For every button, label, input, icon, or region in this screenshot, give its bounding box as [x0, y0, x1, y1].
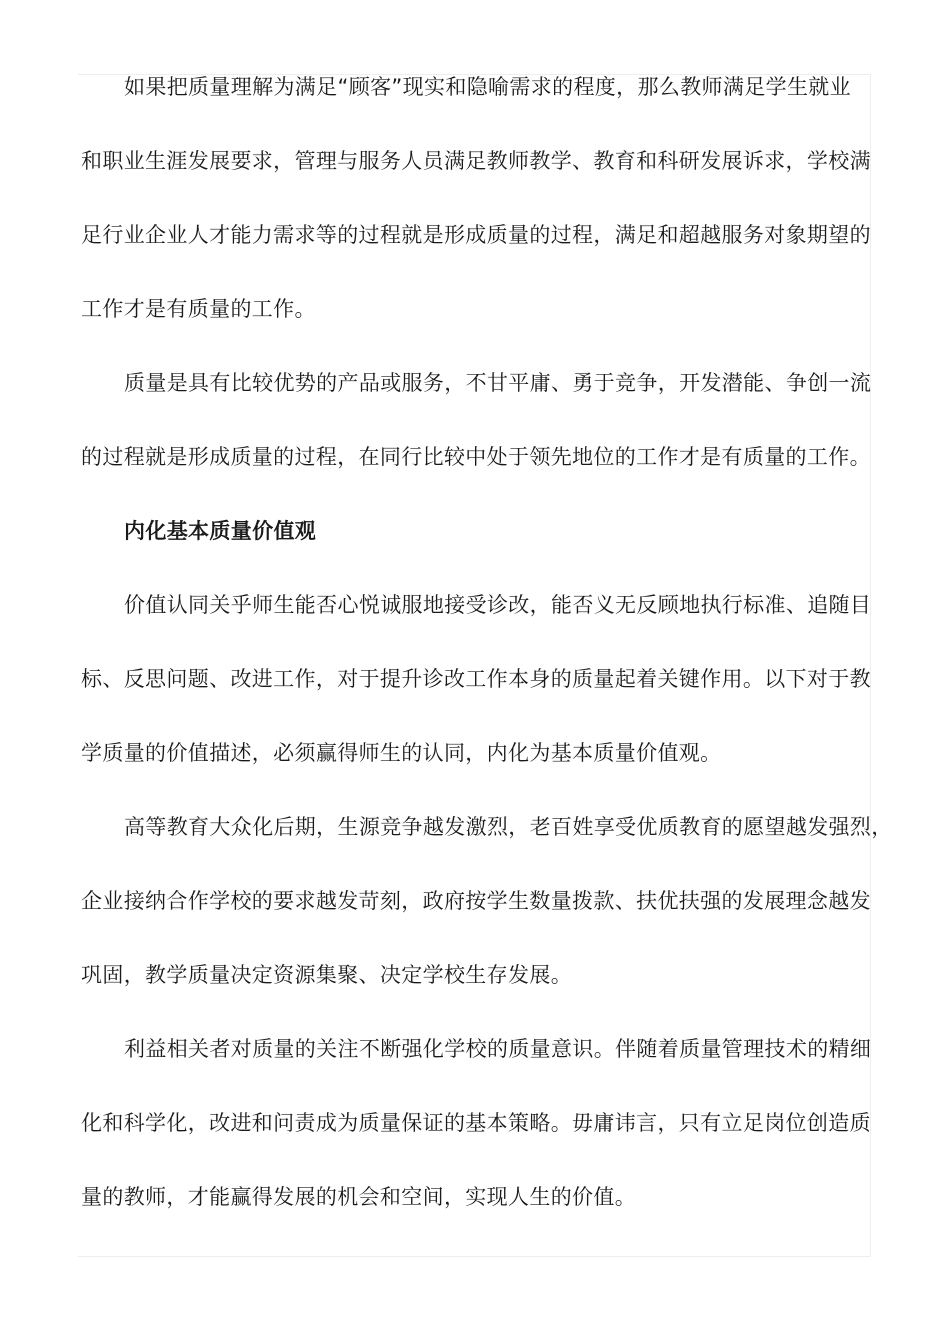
- text-line: 量的教师，才能赢得发展的机会和空间，实现人生的价值。: [81, 1185, 637, 1209]
- text-line: 高等教育大众化后期，生源竞争越发激烈，老百姓享受优质教育的愿望越发强烈，: [124, 815, 893, 839]
- document-body: [81, 50, 893, 1234]
- text-line: 学质量的价值描述，必须赢得师生的认同，内化为基本质量价值观。: [81, 741, 722, 765]
- section-heading-text: 内化基本质量价值观: [124, 519, 317, 543]
- paragraph-value-recognition: [81, 568, 873, 790]
- text-line: 利益相关者对质量的关注不断强化学校的质量意识。伴随着质量管理技术的精细: [124, 1037, 872, 1061]
- paragraph-quality-advantage: [81, 346, 873, 494]
- paragraph-quality-definition: [81, 50, 873, 346]
- paragraph-higher-education: [81, 790, 893, 1012]
- text-line: 化和科学化，改进和问责成为质量保证的基本策略。毋庸讳言，只有立足岗位创造质: [81, 1111, 871, 1135]
- text-line: 巩固，教学质量决定资源集聚、决定学校生存发展。: [81, 963, 573, 987]
- text-line: 企业接纳合作学校的要求越发苛刻，政府按学生数量拨款、扶优扶强的发展理念越发: [81, 889, 871, 913]
- text-line: 质量是具有比较优势的产品或服务，不甘平庸、勇于竞争，开发潜能、争创一流: [124, 371, 872, 395]
- text-line: 如果把质量理解为满足“顾客”现实和隐喻需求的程度，那么教师满足学生就业: [124, 75, 852, 99]
- paragraph-stakeholders: [81, 1012, 873, 1234]
- text-line: 标、反思问题、改进工作，对于提升诊改工作本身的质量起着关键作用。以下对于教: [81, 667, 871, 691]
- section-heading: [81, 494, 873, 568]
- text-line: 足行业企业人才能力需求等的过程就是形成质量的过程，满足和超越服务对象期望的: [81, 223, 871, 247]
- text-line: 工作才是有质量的工作。: [81, 297, 316, 321]
- text-line: 价值认同关乎师生能否心悦诚服地接受诊改，能否义无反顾地执行标准、追随目: [124, 593, 872, 617]
- text-line: 和职业生涯发展要求，管理与服务人员满足教师教学、教育和科研发展诉求，学校满: [81, 149, 871, 173]
- text-line: 的过程就是形成质量的过程，在同行比较中处于领先地位的工作才是有质量的工作。: [81, 445, 871, 469]
